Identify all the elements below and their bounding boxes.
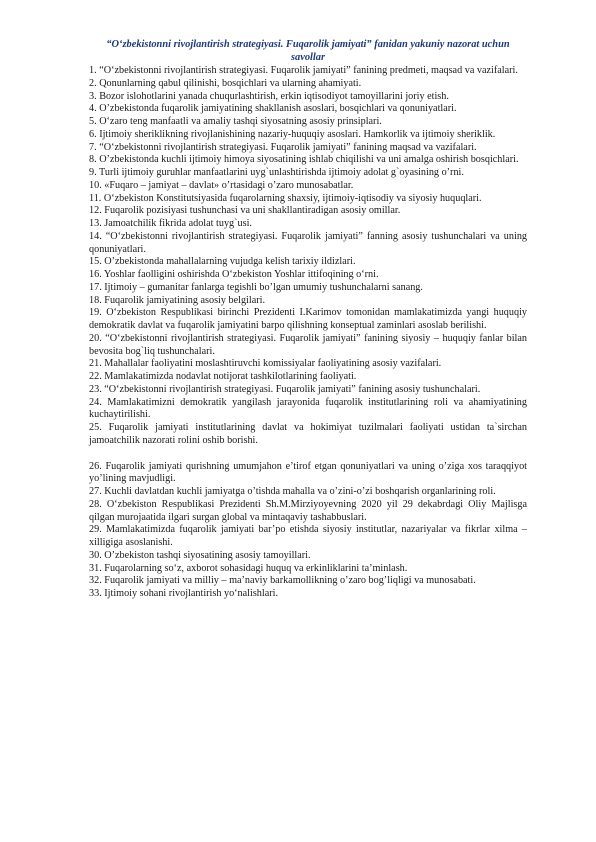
question-text: Yoshlar faolligini oshirishda O‘zbekiston Yoshlar ittifoqining o‘rni.	[103, 269, 379, 280]
question-text: Turli ijtimoiy guruhlar manfaatlarini uyg`unlashtirishda ijtimoiy adolat g`oyasining o’rni.	[99, 167, 464, 178]
question-item	[89, 358, 527, 371]
question-number: 15.	[89, 256, 102, 268]
question-text: Ijtimoiy sohani rivojlantirish yo‘nalishlari.	[104, 588, 279, 599]
question-number: 3.	[89, 90, 97, 102]
question-text: O’zbekistonda fuqarolik jamiyatining shakllanish asoslari, bosqichlari va qonuniyatlari.	[99, 103, 457, 115]
question-number: 29.	[89, 524, 102, 536]
question-number: 4.	[89, 103, 97, 115]
question-number: 28.	[89, 498, 102, 510]
question-number: 20.	[89, 332, 102, 344]
question-number: 7.	[89, 141, 97, 153]
question-text: Fuqarolik jamiyatining asosiy belgilari.	[104, 294, 265, 306]
question-item	[89, 78, 527, 91]
question-text: O’zbekistonda mahallalarning vujudga kelish tarixiy ildizlari.	[104, 256, 356, 268]
question-number: 27.	[89, 486, 102, 497]
question-text: “O‘zbekistonni rivojlantirish strategiyasi. Fuqarolik jamiyati” fanining predmeti, maqsad va vazifalari.	[99, 65, 518, 76]
question-number: 32.	[89, 575, 102, 587]
question-number: 8.	[89, 154, 97, 166]
question-number: 1.	[89, 65, 97, 76]
question-number: 31.	[89, 562, 102, 574]
question-item	[89, 205, 527, 218]
question-number: 25.	[89, 422, 102, 433]
question-number: 33.	[89, 588, 102, 599]
question-number: 19.	[89, 307, 102, 319]
question-item	[89, 422, 527, 448]
question-text: O‘zbekiston Respublikasi birinchi Prezidenti I.Karimov tomonidan mamlakatimizda yangi huquqiy demokratik davlat va fuqarolik jamiyatini barpo qilishning konseptual zaminlari asoslab berilishi.	[89, 307, 527, 331]
question-text: Fuqarolarning so‘z, axborot sohasidagi huquq va erkinliklarini ta’minlash.	[104, 562, 408, 574]
question-text: «Fuqaro – jamiyat – davlat» o’rtasidagi o’zaro munosabatlar.	[104, 179, 354, 191]
question-number: 11.	[89, 192, 102, 204]
question-text: Ijtimoiy – gumanitar fanlarga tegishli bo’lgan umumiy tushunchalarni sanang.	[104, 281, 423, 293]
question-item	[89, 167, 527, 180]
question-item	[89, 129, 527, 142]
question-item	[89, 588, 527, 601]
question-number: 9.	[89, 167, 97, 178]
question-text: Fuqarolik jamiyati va milliy – ma’naviy barkamollikning o’zaro bog’liqligi va munosabati.	[104, 575, 476, 587]
question-text: “O‘zbekistonni rivojlantirish strategiyasi. Fuqarolik jamiyati” fanining siyosiy – huquqiy fanlar bilan bevosita bog`liq tushunchalari.	[89, 332, 527, 357]
question-item	[89, 461, 527, 487]
question-item	[89, 575, 527, 588]
question-number: 30.	[89, 549, 102, 561]
question-item	[89, 524, 527, 550]
question-item	[89, 550, 527, 563]
question-text: Ijtimoiy sheriklikning rivojlanishining nazariy-huquqiy asoslari. Hamkorlik va ijtimoiy sheriklik.	[99, 128, 496, 140]
question-text: O‘zaro teng manfaatli va amaliy tashqi siyosatning asosiy prinsiplari.	[99, 116, 382, 127]
question-item	[89, 371, 527, 384]
document-title: “O‘zbekistonni rivojlantirish strategiyasi. Fuqarolik jamiyati” fanidan yakuniy nazorat uchun savollar	[106, 39, 510, 63]
question-item	[89, 384, 527, 397]
question-text: Mahallalar faoliyatini moslashtiruvchi komissiyalar faoliyatining asosiy vazifalari.	[104, 358, 442, 370]
question-item	[89, 256, 527, 269]
question-text: “O‘zbekistonni rivojlantirish strategiyasi. Fuqarolik jamiyati” fanning asosiy tushunchalari va uning qonuniyatlari.	[89, 230, 528, 255]
question-item	[89, 397, 527, 423]
question-number: 13.	[89, 218, 102, 229]
question-text: Bozor islohotlarini yanada chuqurlashtirish, erkin iqtisodiyot tamoyillarini joriy etish.	[99, 90, 449, 102]
question-item	[89, 499, 527, 525]
question-item	[89, 91, 527, 104]
question-item	[89, 307, 527, 333]
question-text: O‘zbekiston Respublikasi Prezidenti Sh.M.Mirziyoyevning 2020 yil 29 dekabrdagi Oliy Majlisga qilgan murojaatida ilgari surgan global va mintaqaviy tashabbuslari.	[89, 498, 528, 523]
question-text: “O‘zbekistonni rivojlantirish strategiyasi. Fuqarolik jamiyati” fanining asosiy tushunchalari.	[104, 383, 481, 395]
question-number: 21.	[89, 358, 102, 370]
question-item	[89, 333, 527, 359]
question-number: 6.	[89, 128, 97, 140]
question-number: 2.	[89, 77, 97, 89]
question-number: 12.	[89, 205, 102, 217]
question-item	[89, 116, 527, 129]
question-text: Mamlakatimizni demokratik yangilash jarayonida fuqarolik institutlarining roli va ahamiyatining kuchaytirilishi.	[89, 396, 527, 421]
question-item	[89, 295, 527, 308]
question-item	[89, 231, 527, 257]
question-item	[89, 563, 527, 576]
question-text: Mamlakatimizda fuqarolik jamiyati bar’po etishda siyosiy institutlar, nazariyalar va fikrlar xilma – xilligiga asoslanishi.	[89, 524, 528, 548]
question-text: Kuchli davlatdan kuchli jamiyatga o’tishda mahalla va o’zini-o’zi boshqarish organlarining roli.	[104, 486, 496, 497]
question-number: 14.	[89, 230, 102, 242]
question-number: 23.	[89, 383, 102, 395]
question-text: Jamoatchilik fikrida adolat tuyg`usi.	[104, 218, 252, 229]
document-page	[89, 38, 527, 601]
question-number: 24.	[89, 396, 102, 408]
question-text: Fuqarolik pozisiyasi tushunchasi va uni shakllantiradigan asosiy omillar.	[104, 205, 401, 217]
question-item	[89, 193, 527, 206]
question-item	[89, 65, 527, 78]
question-text: Mamlakatimizda nodavlat notijorat tashkilotlarining faoliyati.	[104, 371, 357, 382]
question-text: O’zbekiston tashqi siyosatining asosiy tamoyillari.	[104, 549, 311, 561]
question-list	[89, 65, 527, 601]
question-item	[89, 486, 527, 499]
question-number: 16.	[89, 269, 102, 280]
question-number: 5.	[89, 116, 97, 127]
question-text: Fuqarolik jamiyati institutlarining davlat va hokimiyat tuzilmalari faoliyati ustidan ta`sirchan jamoatchilik nazorati rolini oshib borishi.	[89, 422, 528, 446]
question-number: 22.	[89, 371, 102, 382]
question-item	[89, 218, 527, 231]
question-text: O‘zbekiston Konstitutsiyasida fuqarolarning shaxsiy, ijtimoiy-iqtisodiy va siyosiy huquqlari.	[103, 192, 482, 204]
question-text: “O‘zbekistonni rivojlantirish strategiyasi. Fuqarolik jamiyati” fanining maqsad va vazifalari.	[99, 141, 477, 153]
question-item	[89, 142, 527, 155]
question-number: 26.	[89, 460, 102, 472]
question-item	[89, 103, 527, 116]
question-number: 10.	[89, 179, 102, 191]
question-item	[89, 282, 527, 295]
question-text: Fuqarolik jamiyati qurishning umumjahon e’tirof etgan qonuniyatlari va uning o’ziga xos taraqqiyot yo’lining mavjudligi.	[89, 460, 527, 485]
question-text: O’zbekistonda kuchli ijtimoiy himoya siyosatining ishlab chiqilishi va uni amalga oshirish bosqichlari.	[99, 154, 519, 166]
question-item	[89, 180, 527, 193]
question-number: 18.	[89, 294, 102, 306]
question-text: Qonunlarning qabul qilinishi, bosqichlari va ularning ahamiyati.	[99, 77, 362, 89]
question-item	[89, 154, 527, 167]
question-number: 17.	[89, 281, 102, 293]
question-item	[89, 269, 527, 282]
